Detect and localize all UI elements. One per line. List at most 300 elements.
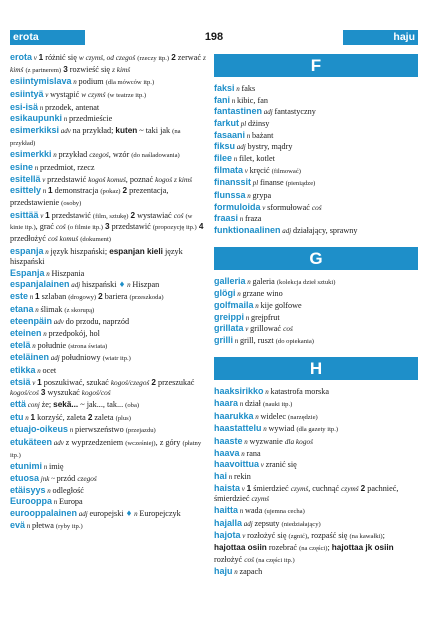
grammar-label: n xyxy=(33,163,41,172)
definition-text: filet, kotlet xyxy=(239,153,275,163)
headword: etelä xyxy=(10,339,31,350)
definition-text: sformułować xyxy=(267,202,312,212)
section-letter-g: G xyxy=(214,247,418,270)
dictionary-entry xyxy=(10,328,206,340)
dictionary-entry xyxy=(10,149,206,162)
sense-number: 1 xyxy=(37,377,42,387)
sense-number: 3 xyxy=(105,222,110,232)
header-last-headword: haju xyxy=(343,30,418,45)
definition-text: działający, sprawny xyxy=(292,225,358,235)
grammar-label: n xyxy=(30,341,38,350)
definition-text: zapach xyxy=(239,567,263,577)
definition-text: podium xyxy=(78,77,106,87)
definition-text: rozłożyć się xyxy=(247,531,289,541)
definition-text: widelec xyxy=(260,411,289,421)
definition-text: język hiszpański xyxy=(10,246,183,267)
gloss-note: (narzędzie) xyxy=(288,413,318,421)
grammar-label: n xyxy=(132,509,140,518)
dictionary-entry xyxy=(214,411,418,424)
grammar-label: adj xyxy=(69,281,82,290)
gloss-note: (strona świata) xyxy=(68,342,108,350)
headword: eteläinen xyxy=(10,352,50,363)
headword: esimerkki xyxy=(10,149,52,160)
definition-text: śmierdzieć xyxy=(251,483,291,493)
grammar-label: v xyxy=(40,175,48,184)
gloss-note: (dla gazety itp.) xyxy=(296,426,339,434)
definition-text: przedpokój, hol xyxy=(48,329,100,339)
headword: funktionaalinen xyxy=(214,224,281,235)
sense-number: 2 xyxy=(98,292,103,302)
headword: espanjalainen xyxy=(10,279,70,290)
definition-text: , cuchnąć xyxy=(308,483,342,493)
grammar-label: adj xyxy=(262,108,275,117)
dictionary-entry xyxy=(214,436,418,448)
usage-note: coś xyxy=(55,222,66,232)
gloss-note: (nauki itp.) xyxy=(263,401,293,409)
dictionary-entry xyxy=(10,304,206,317)
grammar-label: v xyxy=(30,378,38,387)
sense-number: 2 xyxy=(360,483,366,493)
headword: Eurooppa xyxy=(10,496,52,507)
headword: finanssit xyxy=(214,177,252,188)
grammar-label: pl xyxy=(239,119,248,128)
dictionary-entry xyxy=(214,300,418,312)
definition-text: rana xyxy=(246,448,261,458)
grammar-label: n xyxy=(238,215,246,224)
sense-number: 1 xyxy=(246,483,252,493)
headword: esiintyä xyxy=(10,88,44,99)
dictionary-entry xyxy=(10,340,206,353)
grammar-label: n xyxy=(62,115,70,124)
definition-text: rozłożyć xyxy=(214,554,245,564)
headword: grilli xyxy=(214,334,234,345)
dictionary-entry xyxy=(10,246,206,268)
dictionary-entry xyxy=(10,412,206,425)
usage-note: coś xyxy=(173,210,184,220)
grammar-label: n xyxy=(244,313,252,322)
grammar-label: v xyxy=(240,484,247,493)
headword: etu xyxy=(10,411,24,422)
gloss-note: (w teatrze itp.) xyxy=(107,91,147,99)
grammar-label: adj xyxy=(49,354,62,363)
definition-text: na przykład; xyxy=(72,125,116,135)
section-letter-h: H xyxy=(214,357,418,380)
usage-note: coś xyxy=(244,554,254,564)
headword: este xyxy=(10,291,29,302)
gloss-note: (propozycję itp.) xyxy=(152,224,197,232)
grammar-label: n xyxy=(234,85,242,93)
sense-number: 2 xyxy=(171,53,176,62)
grammar-label: v xyxy=(260,203,268,212)
grammar-label: n xyxy=(232,154,240,163)
dictionary-entry xyxy=(214,448,418,460)
dictionary-entry xyxy=(214,423,418,436)
headword: hajalla xyxy=(214,517,243,528)
section-letter-f: F xyxy=(214,54,418,77)
grammar-label: n xyxy=(238,400,246,409)
dictionary-entry xyxy=(214,288,418,300)
diamond-icon: ♦ xyxy=(118,280,126,290)
header-first-headword: erota xyxy=(10,30,85,45)
definition-text: do przodu, naprzód xyxy=(65,317,130,327)
gloss-note: (na części) xyxy=(299,545,328,552)
definition-text: południe xyxy=(37,340,69,350)
definition-text: galeria xyxy=(252,276,277,286)
phrase: sekä... xyxy=(53,400,79,410)
usage-note: w czymś xyxy=(81,89,106,99)
grammar-label: n xyxy=(261,425,269,434)
section-spacer xyxy=(214,237,418,245)
headword: galleria xyxy=(214,275,246,286)
gloss-note: (filmować) xyxy=(271,167,301,175)
definition-text: ~ jak..., tak... xyxy=(78,400,126,410)
headword: fiksu xyxy=(214,141,236,152)
diamond-icon: ♦ xyxy=(125,508,133,518)
section-spacer xyxy=(214,347,418,355)
dictionary-entry xyxy=(214,505,418,518)
usage-note: kogoś komuś xyxy=(88,174,126,184)
headword: formuloida xyxy=(214,201,261,212)
dictionary-entry xyxy=(214,95,418,107)
grammar-label: jnk ~ xyxy=(39,474,57,483)
dictionary-entry xyxy=(10,162,206,174)
definition-text: przedstawić xyxy=(109,222,153,232)
right-column xyxy=(214,52,418,578)
dictionary-entry xyxy=(214,190,418,202)
definition-text: ; xyxy=(327,543,332,552)
gloss-note: (na kawałki) xyxy=(349,533,383,541)
headword: etuajo-oikeus xyxy=(10,424,69,435)
gloss-note: (do naśladowania) xyxy=(131,152,180,160)
gloss-note: (plus) xyxy=(115,414,131,422)
definition-text: wyszukać xyxy=(45,388,82,398)
definition-text: z wyprzedzeniem xyxy=(65,438,126,447)
usage-note: dla kogoś xyxy=(284,437,313,447)
grammar-label: n xyxy=(33,305,41,314)
definition-text: prezentacja, przedstawienie xyxy=(10,186,169,207)
definition-text: dżinsy xyxy=(247,118,270,128)
dictionary-entry xyxy=(214,386,418,398)
definition-text: fantastyczny xyxy=(274,107,316,117)
sense-number: 1 xyxy=(48,186,53,196)
dictionary-entry xyxy=(214,177,418,190)
definition-text: imię xyxy=(49,462,64,472)
headword: hai xyxy=(214,471,228,482)
dictionary-entry xyxy=(214,213,418,225)
dictionary-entry xyxy=(214,153,418,165)
grammar-label: n xyxy=(71,78,79,87)
definition-text: grill, ruszt xyxy=(240,335,276,345)
headword: golfmaila xyxy=(214,299,254,310)
definition-text: zaleta xyxy=(92,412,116,422)
dictionary-entry xyxy=(10,437,206,461)
grammar-label: conj xyxy=(26,401,42,410)
grammar-label: n xyxy=(245,277,253,286)
sense-number: 4 xyxy=(198,222,204,232)
grammar-label: n xyxy=(230,96,238,105)
definition-text: rekin xyxy=(234,472,251,482)
grammar-label: n xyxy=(51,151,59,160)
definition-text: fraza xyxy=(245,214,262,224)
dictionary-entry xyxy=(214,141,418,153)
page-header xyxy=(10,30,418,45)
dictionary-entry xyxy=(214,459,418,471)
definition-text: , poznać xyxy=(125,174,156,184)
dictionary-entry xyxy=(214,118,418,130)
grammar-label: v xyxy=(240,532,248,541)
grammar-label: adv xyxy=(52,318,66,327)
usage-note: kogoś z kimś xyxy=(155,174,193,184)
gloss-note: (na przykład) xyxy=(10,127,181,147)
dictionary-entry xyxy=(10,279,206,291)
dictionary-entry xyxy=(10,89,206,102)
definition-text: pachnieć, śmierdzieć xyxy=(214,483,399,504)
headword: faksi xyxy=(214,83,235,93)
grammar-label: n xyxy=(232,568,240,577)
definition-text: rozwieść się xyxy=(67,64,113,74)
headword: etana xyxy=(10,303,34,314)
dictionary-entry xyxy=(10,461,206,473)
grammar-label: n xyxy=(227,473,235,482)
definition-text: szlaban xyxy=(39,292,69,302)
definition-text: ocet xyxy=(42,366,57,376)
headword: haarukka xyxy=(214,410,254,421)
definition-text: przedłożyć xyxy=(10,233,48,243)
gloss-note: (w kinie itp.) xyxy=(10,212,193,232)
headword: etukäteen xyxy=(10,437,53,447)
headword: fantastinen xyxy=(214,106,263,117)
gloss-note: (na części itp.) xyxy=(256,556,295,564)
dictionary-entry xyxy=(214,530,418,566)
definition-text: zerwać xyxy=(175,53,204,62)
dictionary-entry xyxy=(10,316,206,328)
definition-text: hiszpański xyxy=(81,280,119,290)
dictionary-entry xyxy=(10,174,206,186)
gloss-note: (zgnić) xyxy=(288,533,308,541)
headword: farkut xyxy=(214,117,240,128)
usage-note: czymś xyxy=(251,494,269,504)
sense-number: 2 xyxy=(122,186,128,196)
definition-text: ~ taki jak xyxy=(137,125,173,135)
definition-text: różnić się xyxy=(43,53,79,62)
definition-text: europejski xyxy=(89,508,126,518)
definition-text: grillować xyxy=(250,324,284,334)
sense-number: 2 xyxy=(87,412,93,422)
dictionary-entry xyxy=(214,225,418,237)
grammar-label: v xyxy=(38,211,46,220)
definition-text: finanse xyxy=(259,178,286,188)
headword: haava xyxy=(214,447,240,458)
definition-text: kibic, fan xyxy=(237,95,268,105)
definition-text: grejpfrut xyxy=(251,312,280,322)
dictionary-entry xyxy=(10,125,206,149)
grammar-label: n xyxy=(38,103,46,112)
gloss-note: (pieniądze) xyxy=(285,180,316,188)
definition-text: Hiszpan xyxy=(132,280,160,290)
phrase: espanjan kieli xyxy=(109,246,163,256)
dictionary-entry xyxy=(10,76,206,89)
headword: haara xyxy=(214,398,239,409)
headword: flunssa xyxy=(214,189,246,200)
definition-text: katastrofa morska xyxy=(270,387,329,397)
definition-text: , z góry xyxy=(155,438,183,447)
headword: haastattelu xyxy=(214,423,262,434)
dictionary-entry xyxy=(214,83,418,95)
usage-note: czymś xyxy=(341,483,359,493)
dictionary-entry xyxy=(10,268,206,280)
headword: esittely xyxy=(10,185,42,196)
headword: haista xyxy=(214,482,241,493)
definition-text: bystry, mądry xyxy=(247,142,293,152)
headword: etikka xyxy=(10,365,36,376)
definition-text: pierwszeństwo xyxy=(75,425,126,435)
definition-text: zepsuty xyxy=(254,518,282,528)
gloss-note: (do opiekania) xyxy=(275,337,314,345)
headword: erota xyxy=(10,52,33,62)
definition-text: , rozpaść się xyxy=(307,531,350,541)
grammar-label: v xyxy=(243,325,251,334)
dictionary-entry xyxy=(10,496,206,508)
definition-text: Europa xyxy=(59,497,83,507)
definition-text: że; xyxy=(41,400,54,410)
grammar-label: n xyxy=(238,507,246,516)
headword: haaksirikko xyxy=(214,386,264,397)
sense-number: 1 xyxy=(35,292,40,302)
gloss-note: (z partnerem) xyxy=(25,66,62,74)
phrase: kuten xyxy=(115,125,138,135)
usage-note: w czymś, od czegoś xyxy=(78,53,136,62)
headword: esittää xyxy=(10,209,39,220)
usage-note: kogoś/czegoś xyxy=(110,377,150,387)
definition-text: demonstracja xyxy=(52,186,101,196)
definition-text: wada xyxy=(245,506,265,516)
headword: fraasi xyxy=(214,213,239,224)
dictionary-entry xyxy=(10,113,206,125)
sense-number: 2 xyxy=(151,377,156,387)
grammar-label: n xyxy=(242,438,250,447)
definition-text: Hiszpania xyxy=(51,268,85,278)
headword: Espanja xyxy=(10,267,45,278)
gloss-note: (wcześniej) xyxy=(125,440,156,447)
grammar-label: n xyxy=(42,463,50,472)
definition-text: faks xyxy=(241,84,256,93)
grammar-label: n xyxy=(28,293,36,302)
gloss-note: (rzeczy itp.) xyxy=(137,55,170,62)
grammar-label: n xyxy=(235,290,243,299)
definition-text: przedstawić xyxy=(49,210,93,220)
definition-text: bariera xyxy=(102,292,130,302)
grammar-label: n xyxy=(23,413,31,422)
gloss-note: (ujemna cecha) xyxy=(264,508,305,516)
grammar-label: n xyxy=(233,336,241,345)
definition-text: Europejczyk xyxy=(139,508,181,518)
dictionary-entry xyxy=(214,312,418,324)
gloss-note: (płatny itp.) xyxy=(10,440,202,459)
headword: esikaupunki xyxy=(10,113,63,124)
grammar-label: pl xyxy=(251,179,260,188)
headword: eteenpäin xyxy=(10,316,53,327)
dictionary-entry xyxy=(10,377,206,399)
grammar-label: adj xyxy=(77,509,90,518)
headword: etuosa xyxy=(10,472,40,483)
definition-text: język hiszpański; xyxy=(50,246,110,256)
headword: esine xyxy=(10,161,34,172)
grammar-label: n xyxy=(245,131,253,140)
headword: fasaani xyxy=(214,129,246,140)
grammar-label: n xyxy=(263,388,271,397)
dictionary-entry xyxy=(214,106,418,118)
grammar-label: n xyxy=(35,367,43,376)
definition-text: przeszukać xyxy=(155,377,195,387)
definition-text: kręcić xyxy=(249,165,272,175)
dictionary-entry xyxy=(214,323,418,335)
grammar-label: n xyxy=(25,521,33,530)
usage-note: z kimś xyxy=(10,53,206,74)
definition-text: ; xyxy=(382,531,385,541)
definition-text: wystawiać xyxy=(135,210,174,220)
headword: filee xyxy=(214,152,233,163)
definition-text: kije golfowe xyxy=(260,300,302,310)
grammar-label: n xyxy=(245,191,253,200)
sense-number: 2 xyxy=(130,210,136,220)
dictionary-entry xyxy=(10,352,206,365)
definition-text: odległość xyxy=(52,485,84,495)
definition-text: , grać xyxy=(35,222,56,232)
definition-text: ślimak xyxy=(40,304,65,314)
gloss-note: (film, sztukę) xyxy=(92,212,129,220)
headword: evä xyxy=(10,519,26,530)
usage-note: czegoś xyxy=(89,150,109,160)
definition-text: bażant xyxy=(252,130,274,140)
grammar-label: n xyxy=(68,426,76,435)
grammar-label: n xyxy=(52,498,59,507)
definition-text: przedmieście xyxy=(69,114,113,124)
gloss-note: (wiatr itp.) xyxy=(102,355,131,363)
dictionary-entry xyxy=(214,202,418,214)
dictionary-entry xyxy=(10,102,206,114)
headword: että xyxy=(10,399,27,410)
usage-note: kogoś/coś xyxy=(81,388,111,398)
headword: espanja xyxy=(10,245,44,256)
definition-text: płetwa xyxy=(32,520,56,530)
headword: esitellä xyxy=(10,173,41,184)
headword: greippi xyxy=(214,311,245,322)
dictionary-entry xyxy=(10,473,206,485)
definition-text: poszukiwać, szukać xyxy=(41,377,111,387)
headword: glögi xyxy=(214,288,236,299)
definition-text: przedmiot, rzecz xyxy=(40,162,95,172)
grammar-label: v xyxy=(243,166,250,175)
headword: grillata xyxy=(214,323,244,334)
definition-text: wyzwanie xyxy=(249,437,285,447)
dictionary-entry xyxy=(214,483,418,505)
gloss-note: (przeszkoda) xyxy=(129,294,164,302)
dictionary-entry xyxy=(10,52,206,76)
definition-text: zranić się xyxy=(265,460,297,470)
left-column xyxy=(10,52,206,532)
usage-note: czegoś xyxy=(77,473,97,483)
gloss-note: (niedziałający) xyxy=(281,520,321,528)
dictionary-entry xyxy=(214,398,418,411)
sense-number: 1 xyxy=(45,210,50,220)
headword: haaste xyxy=(214,436,243,447)
phrase: hajottaa jk osiin xyxy=(331,543,394,552)
usage-note: z kimś xyxy=(112,64,131,74)
gloss-note: (o filmie itp.) xyxy=(67,224,103,232)
dictionary-entry xyxy=(214,471,418,483)
grammar-label: n xyxy=(239,449,247,458)
usage-note: czymś xyxy=(290,483,309,493)
